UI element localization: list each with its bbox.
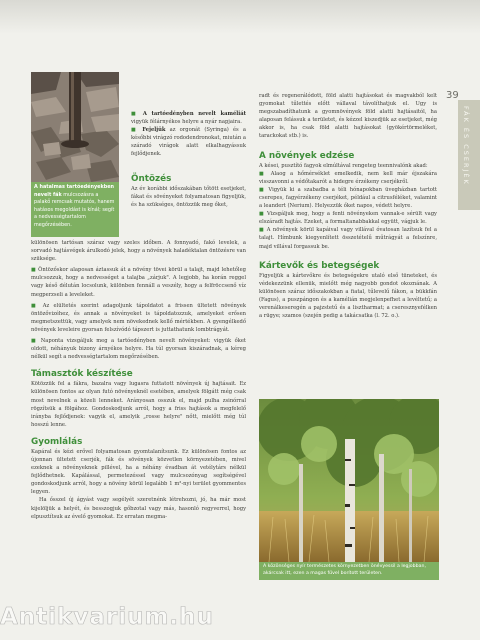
hardening-tip-outdoors: ■ Vigyük ki a szabadba a téli hónapokban üvegházban tartott cserepes, fagyérzékeny cserjéket, például a citrusféléket, valamint a leandert (Nerium). Helyezzük őket napos, védett helyre. <box>259 186 437 210</box>
photo-caption-birch: A közönséges nyír természetes környezetben önévyessil a legjobban, akárcsak itt, ezen a magas fűvel borított területen. <box>259 562 439 580</box>
weeding-text: Kapáral és kézi erővel folyamatosan gyomtalanítsunk. Ez különösen fontos az újonnan ültetett cserjék, fák és sövények közvetlen környezetében, mivel ezeknek a növényeknek pillével, ha a néhány évadban át vetélytárs nélkül fejlődhetnek. Kapálással, permetezéssel vagy mulcsozónyag segítségével gondoskodjunk arról, hogy a növény körül legalább 1 m²-nyi terület gyommentes legyen. <box>31 448 246 496</box>
column-1 <box>31 239 246 521</box>
tip-camellia-lead: A tartóedényben nevelt kaméliát <box>142 111 246 117</box>
heading-hardening: A növények edzése <box>259 150 355 161</box>
supports-text: Kötözzük fel a fákra, bazalra vagy lugasra futtatott növények új hajtásait. Ez különösen fontos az olyan futó növényeknél esetében, amelyek fölgátt még csak most nevelnek a közeli lenneket. Arányosan osszuk el, majd pulha zsinórral rögzítsük a fölgához. Gondoskodjunk arról, hogy a friss hajtások a megfelelő irányba fejlődjenek: vagyik el, amelyik „rosse helyre" nőtt, mielőtt még túl hosszú lenne. <box>31 381 246 428</box>
caption-text: mulcsozásra a palakő remcsak mutatós, hanem hatásos megoldást is kínál; segít a nedvességtartalom megőrzésében. <box>34 191 115 228</box>
watering-tip-soak: ■ Öntözőskor alaposan áztassuk át a növény tövei körül a talajt, majd lehetőleg mulcsozzuk, hogy a nedvességet a talajba „zárjuk". A legjobb, ha korán reggel vagy késő délután locsolunk, különben fennáll a veszély, hogy a felfröccsenő víz megperzseli a leveleket. <box>31 266 246 298</box>
hardening-tip-soil: ■ A növények körül kapáival vagy villával óvatosan lazítsuk fel a talajt. Hímbunk kiegyenlített összetételű műtrágyát a felszínre, majd villával forgassuk be. <box>259 226 437 250</box>
tip-camellia <box>131 110 246 126</box>
page-number: 39 <box>446 90 459 101</box>
birch-trees-photo <box>259 399 439 562</box>
pests-text: Figyeljük a kártevőkre és betegségekre utaló első tüneteket, és védekezzünk ellenük, mielőtt még nagyobb gondot okoznának. A különösen száraz időszakokban a fiatal, tűlevelű fákon, a bükkfán (Fagus), a puszpángon és a kamélián megjelenpefhet a levéltetű; a verenálkeseregén a pajzstetű és a lisztharmat; a cseresznyefélken a rügye; szamos (szején pedig a takácsatka (l. 72. o.). <box>259 272 437 320</box>
page-top-shadow <box>0 0 480 34</box>
photo-caption-mulch <box>31 182 119 237</box>
tip-camellia-text: vigyük félárnyékos helyre a nyár napjaira. <box>131 119 242 126</box>
tip-deadhead <box>131 126 246 158</box>
watering-text: különösen tartósan száraz vagy szeles időben. A fonnyadó, fakó levelek, a sorvadó hajtásvégek árulkodó jelek, hogy a növények haladéktalan öntözésre van szüksége. <box>31 240 246 263</box>
heading-watering: Öntözés <box>131 173 172 184</box>
tip-deadhead-lead: Fejeljük <box>142 127 166 134</box>
watermark: Antikvarium.hu <box>0 604 214 630</box>
weeding-text-2: Ha ősszel új ágyást vagy segélyét szeretnénk létrehozni, jó, ha már most kijelöljük a helyét, és besszogjuk gőbzotal vagy más, hasonló regyverrel, hogy elpusztítsuk az évelő gyomokat. Ez erratan megma- <box>31 497 246 520</box>
hardening-tip-cover: ■ Alaog a hőmérséklet emelkedik, nem kell már éjszakára visszavonni a védőtakarót a hidegre érzékeny cserjékről. <box>259 170 437 186</box>
mulched-tree-photo <box>31 72 119 182</box>
heading-weeding: Gyomlálás <box>31 436 83 447</box>
hardening-tip-damage: ■ Vizsgáljuk meg, hogy a fenti növényeken vannak-e sérült vagy elszáradt hajtás. Ezeket, a formaltanabbakkal együtt, vágjuk le. <box>259 210 437 226</box>
watering-tip-containers: ■ Naponta vizsgáljuk meg a tartóedényben nevelt növényeket: vigyük őket oldott, néhányuk bizony árnyékos helyre. Ha túl gyorsan kiszáradnak, a kéreg nélkül segít a nedvességtartalom megőrzésében. <box>31 337 246 361</box>
hardening-intro: A kései, pusztító fagyok elmúltával rengeteg teennivalónk akad: <box>259 162 428 169</box>
heading-supports: Támasztók készítése <box>31 369 133 380</box>
caption-bold-lead: A hatalmas tartóedényekben nevelt fák <box>34 184 115 198</box>
chapter-side-tab-label: FÁK ÉS CSERJÉK <box>462 106 470 186</box>
heading-pests: Kártevők és betegségek <box>259 260 380 271</box>
weeding-continued: radt és regenerálódott, föld alatti hajtásokat és magvakból kelt gyomokat tűlettés előtt vállaval távolíthatjuk el. Ugy is megszabadíthatunk a gyomnövények föld alatti hajtásaitól, ha alaposan felássuk a területet, és kézzel kiszedjük az esetjeket, még akkor is, ha csak föld alatti hajtásokat (gyökértörmeléket, tarackokat stb.) is. <box>259 93 437 140</box>
column-2-top <box>131 110 246 209</box>
watering-intro: Az év korábbi időszakában tőtött esetjeket, fákat és sövényeket folyamatosan figyeljük, és ha szükséges, öntözzük meg őket, <box>131 185 246 208</box>
chapter-side-tab <box>458 100 480 210</box>
watering-tip-feed: ■ Az elültetés szerint adagoljunk tápoldatot a frissen ültetett növények öntözővizéhez, és annak a növényeket is tápoldatozzuk, amelyeket erősen megmetszettük, vagy amelyek nem növekednek kellő mértékben. A gyengélkedő növények leveleire gyorsan felszívódó tápszert is juttathatunk lombtrágyát. <box>31 302 246 334</box>
column-3 <box>259 92 437 320</box>
tip-deadhead-text: az orgonát (Syringa) és a későbbi virágzó rododendronokat, miután a száradó virágok alatt elkalhagyássuk fejlődjenek. <box>131 127 246 158</box>
